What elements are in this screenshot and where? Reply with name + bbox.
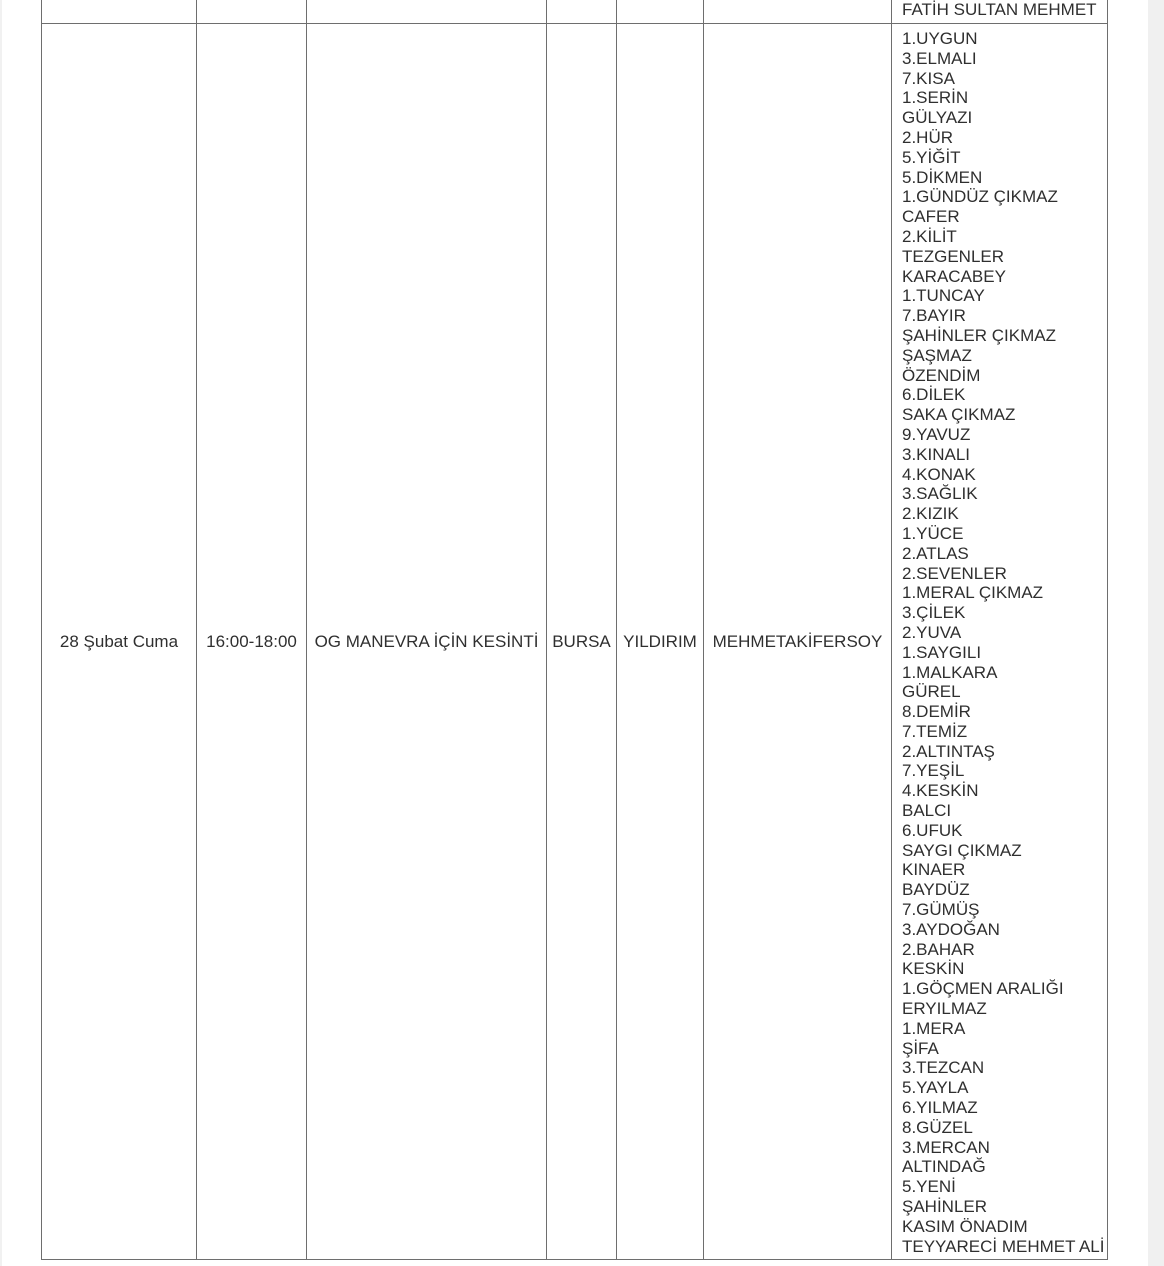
cell-streets <box>892 24 1108 1260</box>
street-item: ŞAŞMAZ <box>902 345 972 365</box>
street-item: ÖZENDİM <box>902 365 981 385</box>
street-item: 4.KESKİN <box>902 781 979 801</box>
street-item: 3.KINALI <box>902 444 971 464</box>
outage-table <box>41 0 1108 1260</box>
street-item: TEYYARECİ MEHMET ALİ <box>902 1236 1105 1256</box>
street-item: 8.DEMİR <box>902 702 971 722</box>
street-item: 1.TUNCAY <box>902 286 985 306</box>
cell-district-partial <box>617 0 704 24</box>
street-item: KASIM ÖNADIM <box>902 1216 1028 1236</box>
street-item: 2.ALTINTAŞ <box>902 741 995 761</box>
street-item: 2.SEVENLER <box>902 563 1007 583</box>
street-item: CAFER <box>902 207 960 227</box>
street-item: 1.MALKARA <box>902 662 998 682</box>
street-item: 1.YÜCE <box>902 523 964 543</box>
street-item: SAYGI ÇIKMAZ <box>902 840 1022 860</box>
street-item: 2.ATLAS <box>902 543 969 563</box>
street-item: 6.YILMAZ <box>902 1098 978 1118</box>
street-item: SAKA ÇIKMAZ <box>902 405 1016 425</box>
street-item: 5.YİĞİT <box>902 147 961 167</box>
street-item: 2.BAHAR <box>902 939 975 959</box>
street-item: KARACABEY <box>902 266 1006 286</box>
cell-reason: OG MANEVRA İÇİN KESİNTİ <box>307 24 547 1260</box>
cell-time-partial <box>197 0 307 24</box>
street-item: 4.KONAK <box>902 464 976 484</box>
cell-district: YILDIRIM <box>617 24 704 1260</box>
street-item: 5.DİKMEN <box>902 167 983 187</box>
street-list <box>892 24 1107 1259</box>
street-item: 7.TEMİZ <box>902 721 968 741</box>
street-item: KINAER <box>902 860 966 880</box>
street-item: 2.KIZIK <box>902 504 959 524</box>
street-item: 1.UYGUN <box>902 29 978 48</box>
street-item: 8.GÜZEL <box>902 1117 973 1137</box>
street-item: ERYILMAZ <box>902 999 987 1019</box>
street-item: ŞİFA <box>902 1038 939 1058</box>
scrollbar-gutter[interactable] <box>1148 0 1164 1266</box>
street-item: 5.YENİ <box>902 1177 956 1197</box>
cell-neighborhood: MEHMETAKİFERSOY <box>704 24 892 1260</box>
street-item: 6.DİLEK <box>902 385 966 405</box>
street-item: 1.GÖÇMEN ARALIĞI <box>902 979 1064 999</box>
street-item: 1.SERİN <box>902 88 969 108</box>
street-item: 2.YUVA <box>902 622 962 642</box>
street-item: 1.MERAL ÇIKMAZ <box>902 583 1044 603</box>
cell-time: 16:00-18:00 <box>197 24 307 1260</box>
street-item: GÜREL <box>902 682 961 702</box>
cell-city-partial <box>547 0 617 24</box>
street-item: 7.BAYIR <box>902 306 966 326</box>
street-item: 9.YAVUZ <box>902 424 971 444</box>
street-item: 1.MERA <box>902 1018 966 1038</box>
street-item: ŞAHİNLER <box>902 1197 988 1217</box>
street-item: 2.HÜR <box>902 127 954 147</box>
street-item: TEZGENLER <box>902 246 1005 266</box>
table-row-outage <box>42 24 1108 1260</box>
street-item: 3.ÇİLEK <box>902 603 966 623</box>
street-item: ŞAHİNLER ÇIKMAZ <box>902 325 1056 345</box>
street-item: GÜLYAZI <box>902 108 973 128</box>
cell-date: 28 Şubat Cuma <box>42 24 197 1260</box>
street-item: FATİH SULTAN MEHMET <box>902 0 1097 19</box>
page-left-edge <box>0 0 2 1266</box>
street-item: 1.SAYGILI <box>902 642 982 662</box>
street-item: 3.SAĞLIK <box>902 484 978 504</box>
street-item: 7.GÜMÜŞ <box>902 900 980 920</box>
street-item: KESKİN <box>902 959 965 979</box>
street-item: BALCI <box>902 801 952 821</box>
street-item: 6.UFUK <box>902 820 963 840</box>
street-item: 5.YAYLA <box>902 1078 969 1098</box>
street-item: 2.KİLİT <box>902 226 957 246</box>
street-item: BAYDÜZ <box>902 880 970 900</box>
street-item: 3.AYDOĞAN <box>902 919 1000 939</box>
cell-streets-partial <box>892 0 1108 24</box>
cell-city: BURSA <box>547 24 617 1260</box>
street-item: 3.TEZCAN <box>902 1058 985 1078</box>
cell-reason-partial <box>307 0 547 24</box>
street-item: 7.KISA <box>902 68 955 88</box>
street-item: 7.YEŞİL <box>902 761 965 781</box>
table-row-previous-partial <box>42 0 1108 24</box>
street-item: 1.GÜNDÜZ ÇIKMAZ <box>902 187 1058 207</box>
cell-date-partial <box>42 0 197 24</box>
street-item: 3.MERCAN <box>902 1137 990 1157</box>
street-item: 3.ELMALI <box>902 48 977 68</box>
cell-neighborhood-partial <box>704 0 892 24</box>
street-item: ALTINDAĞ <box>902 1157 986 1177</box>
